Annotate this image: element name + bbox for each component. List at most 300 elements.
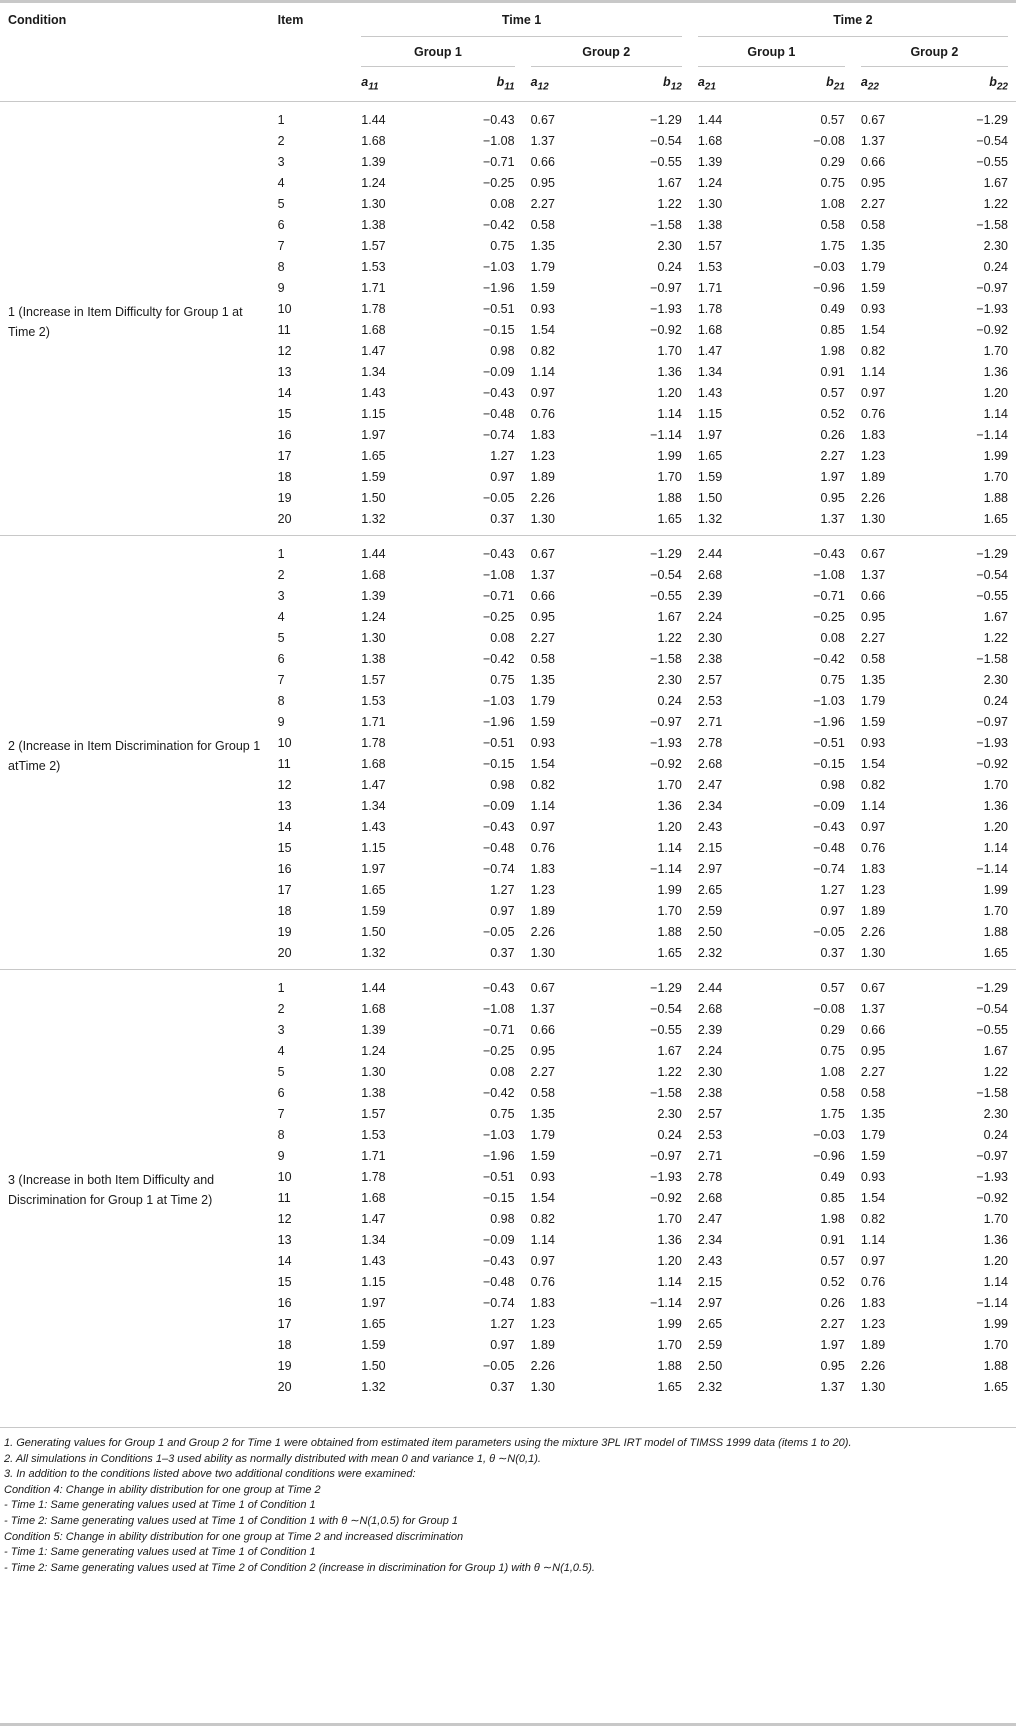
parameter-cell: 1.30: [361, 1064, 386, 1079]
parameter-cell: 1.99: [983, 1316, 1008, 1331]
parameter-cell: −1.96: [482, 1148, 515, 1163]
parameter-cell: 2.15: [697, 840, 723, 855]
parameter-cell: 1.88: [657, 924, 682, 939]
parameter-cell: 2.30: [657, 1106, 682, 1121]
parameter-cell: 1.08: [820, 1064, 845, 1079]
parameter-cell: 1.99: [657, 448, 682, 463]
parameter-cell: −0.55: [976, 154, 1008, 169]
parameter-cell: 1.50: [361, 490, 386, 505]
parameter-cell: −0.25: [482, 175, 515, 190]
parameter-cell: 1.57: [697, 238, 723, 253]
parameter-cell: 1.98: [820, 343, 845, 358]
parameter-cell: 1.99: [983, 448, 1008, 463]
table-row: [0, 536, 1016, 565]
parameter-cell: 1.37: [820, 511, 845, 526]
parameter-cell: −1.29: [976, 546, 1008, 561]
parameter-cell: 1.54: [860, 322, 886, 337]
parameter-cell: 1.88: [983, 924, 1008, 939]
parameter-cell: −0.92: [976, 322, 1008, 337]
header-b11: $b_{11}$: [496, 75, 515, 93]
parameter-cell: 2.32: [697, 945, 723, 960]
parameter-cell: 1.68: [361, 133, 386, 148]
parameter-cell: 0.08: [820, 630, 845, 645]
header-t2-group-2: Group 2: [853, 37, 1016, 67]
parameter-cell: 1.32: [697, 511, 723, 526]
parameter-cell: 1.65: [657, 1379, 682, 1394]
parameter-cell: −0.54: [976, 133, 1008, 148]
parameter-cell: 1.54: [860, 1190, 886, 1205]
parameter-cell: 2.59: [697, 903, 723, 918]
parameter-cell: 1.68: [361, 322, 386, 337]
parameter-cell: −0.09: [482, 798, 515, 813]
parameter-cell: 0.76: [530, 406, 555, 421]
parameter-cell: 1.67: [983, 609, 1008, 624]
parameter-cell: −0.74: [813, 861, 845, 876]
item-number: 12: [277, 343, 292, 358]
parameter-cell: 1.47: [697, 343, 723, 358]
parameter-cell: 1.99: [657, 882, 682, 897]
parameter-cell: −0.43: [482, 546, 515, 561]
parameter-cell: −1.96: [482, 280, 515, 295]
parameter-cell: 0.67: [860, 980, 886, 995]
parameter-cell: 0.08: [490, 1064, 515, 1079]
parameter-cell: 1.59: [530, 714, 555, 729]
parameter-cell: −0.55: [650, 588, 682, 603]
parameter-cell: 0.98: [490, 343, 515, 358]
parameter-cell: 1.97: [361, 427, 386, 442]
item-number: 6: [277, 651, 285, 666]
parameter-cell: 1.35: [530, 672, 555, 687]
parameter-cell: 0.97: [530, 819, 555, 834]
parameter-cell: 0.24: [657, 259, 682, 274]
table-footnotes: [0, 1427, 1016, 1576]
parameter-cell: 0.97: [490, 903, 515, 918]
parameter-cell: 1.22: [983, 630, 1008, 645]
item-number: 15: [277, 406, 292, 421]
parameter-cell: 1.88: [657, 1358, 682, 1373]
parameter-cell: 0.26: [820, 1295, 845, 1310]
parameter-cell: 1.47: [361, 777, 386, 792]
parameter-cell: 2.59: [697, 1337, 723, 1352]
parameter-cell: 1.53: [697, 259, 723, 274]
parameter-cell: 2.44: [697, 546, 723, 561]
parameter-cell: −0.97: [650, 1148, 682, 1163]
parameter-cell: −0.97: [976, 1148, 1008, 1163]
parameter-cell: 1.67: [983, 1043, 1008, 1058]
parameter-cell: 2.39: [697, 588, 723, 603]
parameter-cell: 1.47: [361, 343, 386, 358]
parameter-cell: 1.70: [657, 903, 682, 918]
parameter-cell: 1.68: [361, 756, 386, 771]
parameter-cell: 1.70: [983, 469, 1008, 484]
parameter-cell: −0.08: [813, 1001, 845, 1016]
parameter-cell: 1.70: [983, 903, 1008, 918]
parameter-cell: 1.37: [860, 133, 886, 148]
parameter-cell: 1.65: [361, 882, 386, 897]
parameter-cell: 0.24: [983, 259, 1008, 274]
parameter-cell: 1.30: [530, 945, 555, 960]
parameter-cell: 1.14: [530, 1232, 555, 1247]
parameter-cell: 1.57: [361, 238, 386, 253]
item-number: 19: [277, 1358, 292, 1373]
parameter-cell: −1.14: [650, 1295, 682, 1310]
parameter-cell: 2.27: [530, 630, 555, 645]
parameter-cell: 0.37: [490, 1379, 515, 1394]
header-b22: $b_{22}$: [989, 75, 1008, 93]
footnote-line: Condition 5: Change in ability distribution for one group at Time 2 and increased discrimination: [4, 1530, 464, 1543]
parameter-cell: 0.97: [860, 819, 886, 834]
parameter-cell: −0.05: [482, 1358, 515, 1373]
parameter-cell: 0.97: [860, 385, 886, 400]
parameter-cell: −0.97: [650, 280, 682, 295]
parameter-cell: 0.57: [820, 385, 845, 400]
parameter-cell: 0.24: [657, 1127, 682, 1142]
parameter-cell: 2.68: [697, 756, 723, 771]
parameter-cell: 0.58: [530, 1085, 555, 1100]
parameter-cell: 1.22: [657, 1064, 682, 1079]
item-number: 17: [277, 882, 292, 897]
parameter-cell: 0.52: [820, 406, 845, 421]
parameter-cell: 2.26: [530, 924, 555, 939]
parameter-cell: 0.66: [860, 1022, 886, 1037]
parameter-cell: 1.83: [530, 1295, 555, 1310]
condition-label: 1 (Increase in Item Difficulty for Group 1 at Time 2): [8, 305, 243, 339]
parameter-cell: 1.23: [860, 1316, 886, 1331]
footnote-line: Condition 4: Change in ability distribution for one group at Time 2: [4, 1483, 321, 1496]
parameter-cell: 1.67: [657, 1043, 682, 1058]
parameter-cell: 2.30: [983, 672, 1008, 687]
parameter-cell: 1.70: [983, 1211, 1008, 1226]
parameter-cell: 1.44: [361, 112, 386, 127]
item-number: 5: [277, 196, 285, 211]
parameter-cell: 0.58: [860, 217, 886, 232]
parameter-cell: −0.42: [482, 651, 515, 666]
parameter-cell: 1.37: [530, 567, 555, 582]
parameter-cell: 1.68: [361, 567, 386, 582]
item-number: 3: [277, 1022, 285, 1037]
parameter-cell: −1.93: [976, 301, 1008, 316]
item-number: 1: [277, 546, 285, 561]
parameter-cell: 1.23: [860, 882, 886, 897]
parameter-cell: 1.71: [697, 280, 723, 295]
parameter-cell: 1.27: [490, 882, 515, 897]
parameter-cell: 1.97: [697, 427, 723, 442]
parameter-cell: 0.75: [490, 1106, 515, 1121]
parameter-cell: 1.34: [361, 364, 386, 379]
item-number: 3: [277, 588, 285, 603]
item-number: 17: [277, 448, 292, 463]
parameter-cell: 1.34: [361, 1232, 386, 1247]
item-number: 18: [277, 469, 292, 484]
item-number: 16: [277, 427, 292, 442]
parameter-cell: 1.14: [530, 798, 555, 813]
parameter-cell: 1.22: [657, 630, 682, 645]
item-number: 4: [277, 609, 285, 624]
parameter-cell: 1.22: [983, 1064, 1008, 1079]
parameter-cell: 0.24: [983, 693, 1008, 708]
item-number: 10: [277, 1169, 292, 1184]
parameter-cell: −0.09: [482, 1232, 515, 1247]
item-number: 11: [277, 322, 291, 337]
parameter-cell: 1.14: [860, 1232, 886, 1247]
parameter-cell: 1.44: [361, 546, 386, 561]
parameter-cell: 1.50: [361, 1358, 386, 1373]
parameter-cell: −1.58: [976, 651, 1008, 666]
parameter-cell: 0.66: [860, 588, 886, 603]
parameter-cell: 1.23: [530, 1316, 555, 1331]
parameter-cell: 1.53: [361, 259, 386, 274]
parameter-cell: −0.92: [650, 322, 682, 337]
parameter-cell: 0.24: [983, 1127, 1008, 1142]
parameter-cell: 1.50: [361, 924, 386, 939]
parameter-cell: 0.67: [530, 980, 555, 995]
parameter-cell: 1.34: [697, 364, 723, 379]
item-number: 19: [277, 924, 292, 939]
parameter-cell: 0.58: [820, 1085, 845, 1100]
parameter-cell: 1.14: [657, 840, 682, 855]
parameter-cell: 2.30: [657, 672, 682, 687]
parameter-cell: 1.38: [361, 651, 386, 666]
parameter-cell: 0.97: [530, 1253, 555, 1268]
parameter-cell: 1.14: [657, 406, 682, 421]
footnote-line: 2. All simulations in Conditions 1–3 used ability as normally distributed with mean 0 and variance 1, θ ∼N(0,1).: [4, 1452, 541, 1465]
parameter-cell: 0.58: [860, 1085, 886, 1100]
parameter-cell: −1.14: [650, 861, 682, 876]
header-time-2: Time 2: [690, 3, 1016, 37]
parameter-cell: 1.24: [361, 609, 386, 624]
parameter-cell: 1.30: [530, 511, 555, 526]
parameter-cell: 1.37: [530, 133, 555, 148]
parameter-cell: 1.99: [983, 882, 1008, 897]
parameter-cell: −0.51: [482, 1169, 515, 1184]
parameter-cell: −0.03: [813, 1127, 845, 1142]
parameter-cell: −0.54: [650, 133, 682, 148]
parameter-cell: 2.32: [697, 1379, 723, 1394]
item-number: 6: [277, 217, 285, 232]
footnote-line: - Time 1: Same generating values used at Time 1 of Condition 1: [4, 1546, 316, 1559]
parameter-cell: 1.38: [361, 217, 386, 232]
parameter-cell: 0.95: [860, 609, 886, 624]
parameter-cell: 2.34: [697, 1232, 723, 1247]
item-number: 8: [277, 693, 285, 708]
parameter-cell: −1.93: [976, 1169, 1008, 1184]
parameter-cell: 0.95: [860, 1043, 886, 1058]
parameter-cell: 0.08: [490, 196, 515, 211]
item-number: 15: [277, 840, 292, 855]
item-number: 20: [277, 1379, 292, 1394]
parameter-cell: −0.92: [650, 756, 682, 771]
parameter-cell: −1.93: [976, 735, 1008, 750]
parameter-cell: 1.79: [860, 1127, 886, 1142]
parameter-cell: 1.83: [860, 427, 886, 442]
parameter-cell: −0.25: [813, 609, 845, 624]
condition-block: [0, 970, 1016, 1404]
item-number: 4: [277, 1043, 285, 1058]
parameter-cell: 0.66: [530, 588, 555, 603]
item-number: 14: [277, 385, 292, 400]
parameter-cell: 1.43: [361, 819, 386, 834]
parameter-cell: 0.76: [860, 1274, 886, 1289]
parameter-cell: 1.78: [697, 301, 723, 316]
parameter-cell: 2.26: [530, 1358, 555, 1373]
item-number: 16: [277, 861, 292, 876]
parameter-cell: 0.95: [820, 1358, 845, 1373]
parameter-cell: 1.89: [530, 903, 555, 918]
parameter-cell: −0.05: [482, 924, 515, 939]
parameter-cell: 0.97: [820, 903, 845, 918]
item-parameters-table: [0, 3, 1016, 1403]
parameter-cell: −0.48: [482, 840, 515, 855]
parameter-cell: −0.55: [650, 1022, 682, 1037]
parameter-cell: 1.59: [697, 469, 723, 484]
parameter-cell: −0.96: [813, 280, 845, 295]
parameter-cell: 1.14: [983, 406, 1008, 421]
parameter-cell: 1.79: [530, 259, 555, 274]
item-number: 12: [277, 777, 292, 792]
parameter-cell: 2.78: [697, 1169, 723, 1184]
parameter-cell: 2.53: [697, 693, 723, 708]
parameter-cell: −0.15: [813, 756, 845, 771]
parameter-cell: 0.26: [820, 427, 845, 442]
parameter-cell: 1.35: [860, 672, 886, 687]
parameter-cell: 1.79: [860, 259, 886, 274]
parameter-cell: 2.43: [697, 1253, 723, 1268]
parameter-cell: 1.65: [361, 448, 386, 463]
parameter-cell: −1.58: [976, 217, 1008, 232]
parameter-cell: 1.54: [530, 756, 555, 771]
parameter-cell: 0.58: [820, 217, 845, 232]
parameter-cell: 0.37: [820, 945, 845, 960]
parameter-cell: 1.23: [530, 448, 555, 463]
item-number: 9: [277, 714, 285, 729]
parameter-cell: 1.59: [530, 1148, 555, 1163]
parameter-cell: 1.98: [820, 1211, 845, 1226]
parameter-cell: 1.71: [361, 714, 386, 729]
footnote-line: 3. In addition to the conditions listed above two additional conditions were examined:: [4, 1468, 416, 1481]
parameter-cell: 1.78: [361, 735, 386, 750]
parameter-cell: 2.44: [697, 980, 723, 995]
parameter-cell: 1.89: [530, 1337, 555, 1352]
parameter-cell: 1.53: [361, 693, 386, 708]
item-number: 14: [277, 1253, 292, 1268]
parameter-cell: 2.71: [697, 714, 723, 729]
parameter-cell: 1.14: [983, 1274, 1008, 1289]
item-number: 1: [277, 980, 285, 995]
parameter-cell: −0.42: [482, 1085, 515, 1100]
parameter-cell: −0.25: [482, 609, 515, 624]
parameter-cell: −1.96: [813, 714, 845, 729]
parameter-cell: 2.65: [697, 882, 723, 897]
parameter-cell: 2.27: [530, 1064, 555, 1079]
item-number: 7: [277, 1106, 285, 1121]
item-number: 11: [277, 1190, 291, 1205]
parameter-cell: 1.65: [983, 945, 1008, 960]
header-a12: $a_{12}$: [530, 75, 549, 93]
parameter-cell: 1.14: [530, 364, 555, 379]
parameter-cell: −0.15: [482, 756, 515, 771]
parameter-cell: 0.82: [860, 1211, 886, 1226]
parameter-cell: 2.34: [697, 798, 723, 813]
item-number: 4: [277, 175, 285, 190]
header-time-1: Time 1: [353, 3, 690, 37]
parameter-cell: −0.43: [482, 980, 515, 995]
header-b12: $b_{12}$: [663, 75, 682, 93]
parameter-cell: 1.50: [697, 490, 723, 505]
parameter-cell: 0.93: [860, 1169, 886, 1184]
parameter-cell: 0.75: [490, 238, 515, 253]
parameter-cell: 0.82: [530, 777, 555, 792]
parameter-cell: 2.26: [860, 1358, 886, 1373]
parameter-cell: 2.27: [860, 630, 886, 645]
parameter-cell: 2.57: [697, 672, 723, 687]
parameter-cell: 1.32: [361, 945, 386, 960]
item-number: 11: [277, 756, 291, 771]
header-a22: $a_{22}$: [860, 75, 879, 93]
parameter-cell: 2.30: [983, 238, 1008, 253]
parameter-cell: 0.75: [820, 175, 845, 190]
parameter-cell: 1.27: [490, 1316, 515, 1331]
parameter-cell: 0.98: [820, 777, 845, 792]
parameter-cell: 1.30: [860, 1379, 886, 1394]
item-number: 5: [277, 1064, 285, 1079]
parameter-cell: 1.88: [657, 490, 682, 505]
parameter-cell: −0.92: [650, 1190, 682, 1205]
parameter-cell: 1.65: [657, 511, 682, 526]
parameter-cell: 1.79: [860, 693, 886, 708]
parameter-cell: 1.37: [820, 1379, 845, 1394]
parameter-cell: −0.48: [482, 406, 515, 421]
parameter-cell: −0.74: [482, 1295, 515, 1310]
parameter-cell: −0.43: [482, 819, 515, 834]
parameter-cell: −0.74: [482, 427, 515, 442]
parameter-cell: 2.27: [820, 448, 845, 463]
condition-label: 3 (Increase in both Item Difficulty and Discrimination for Group 1 at Time 2): [8, 1173, 215, 1207]
parameter-cell: −0.55: [976, 1022, 1008, 1037]
item-number: 19: [277, 490, 292, 505]
item-number: 5: [277, 630, 285, 645]
parameter-cell: 1.20: [983, 819, 1008, 834]
parameter-cell: −1.03: [813, 693, 845, 708]
parameter-cell: 0.98: [490, 777, 515, 792]
parameter-cell: −0.54: [976, 567, 1008, 582]
parameter-cell: 1.39: [361, 588, 386, 603]
item-number: 10: [277, 301, 292, 316]
parameter-cell: 1.70: [983, 343, 1008, 358]
item-number: 20: [277, 945, 292, 960]
parameter-cell: 1.67: [657, 609, 682, 624]
parameter-cell: 2.24: [697, 609, 723, 624]
parameter-cell: −0.54: [650, 567, 682, 582]
parameter-cell: 1.35: [530, 238, 555, 253]
parameter-cell: −1.14: [976, 861, 1008, 876]
parameter-cell: 1.71: [361, 1148, 386, 1163]
parameter-cell: −0.05: [813, 924, 845, 939]
parameter-cell: 1.59: [530, 280, 555, 295]
parameter-cell: 2.43: [697, 819, 723, 834]
parameter-cell: 2.53: [697, 1127, 723, 1142]
header-condition: Condition: [8, 13, 67, 27]
parameter-cell: 1.15: [697, 406, 723, 421]
parameter-cell: −0.51: [482, 301, 515, 316]
parameter-cell: 1.43: [361, 385, 386, 400]
parameter-cell: 2.47: [697, 777, 723, 792]
parameter-cell: 1.65: [657, 945, 682, 960]
parameter-cell: 1.44: [697, 112, 723, 127]
parameter-cell: 2.27: [820, 1316, 845, 1331]
parameter-cell: 2.24: [697, 1043, 723, 1058]
parameter-cell: 1.23: [530, 882, 555, 897]
parameter-cell: 1.89: [860, 1337, 886, 1352]
